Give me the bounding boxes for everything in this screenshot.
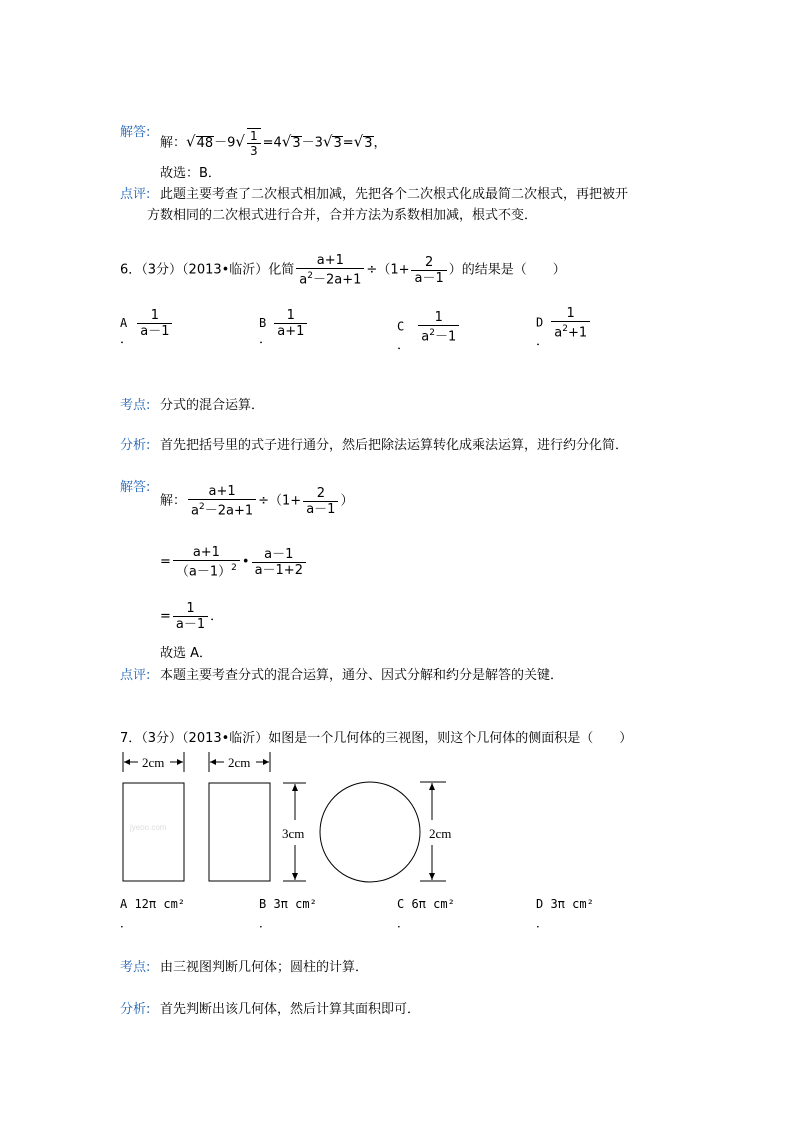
front-width-label: 2cm (142, 755, 165, 770)
q6-frac1-den: $a^2-2a+1$ (299, 271, 362, 288)
q7-option-b[interactable]: B 3π cm² ． (259, 897, 317, 930)
diameter-label: 2cm (429, 826, 452, 841)
q7-point-text: 由三视图判断几何体；圆柱的计算． (160, 960, 369, 975)
eq-part2: －3 (301, 135, 323, 151)
q6-analysis-label: 分析: (120, 438, 151, 453)
q6-answer-label: 解答: (120, 480, 151, 495)
q7-analysis-label: 分析: (120, 1002, 151, 1017)
comment-label: 点评: (120, 187, 151, 202)
sqrt-3b: 3 (333, 135, 342, 151)
eq-sign: = (342, 135, 354, 151)
prev-comment-line2: 方数相同的二次根式进行合并，合并方法为系数相加减，根式不变． (147, 208, 538, 223)
q6-suffix: ）的结果是（ ） (448, 262, 566, 278)
q6-divide: ÷ (366, 262, 378, 278)
side-view-rect (209, 783, 270, 881)
q6-solution-step2: = $\frac{a+1}{(a-1)^2}$ • $\frac{a-1}{a-1+2}$ (160, 545, 308, 579)
prev-solution-equation: 解：√48－9√ $\frac{1}{3}$ =4√3－3√3=√3， (160, 129, 387, 158)
sqrt-one-third (247, 128, 261, 158)
q6-frac1-num: a+1 (296, 253, 364, 269)
q6-analysis-text: 首先把括号里的式子进行通分，然后把除法运算转化成乘法运算，进行约分化简． (160, 438, 629, 453)
q6-stem (120, 253, 566, 287)
prev-comment-line1: 此题主要考查了二次根式相加减，先把各个二次根式化成最简二次根式，再把被开 (160, 187, 629, 202)
q6-option-a[interactable]: A $\frac{1}{a-1}$ ． (120, 308, 174, 339)
three-view-diagram (110, 750, 470, 900)
top-view-circle (320, 782, 420, 882)
q6-paren-open: （1+ (377, 262, 410, 278)
watermark: jyeoo.com (130, 823, 167, 832)
comma: ， (373, 135, 387, 151)
prev-choose: 故选：B． (160, 166, 221, 181)
q6-frac1 (296, 253, 364, 287)
q6-option-b[interactable]: B $\frac{1}{a+1}$ ． (259, 308, 309, 339)
q7-analysis-text: 首先判断出该几何体，然后计算其面积即可． (160, 1002, 421, 1017)
q6-point-text: 分式的混合运算． (160, 398, 265, 413)
side-width-label: 2cm (228, 755, 251, 770)
jie-text: 解： (160, 135, 187, 151)
front-view-rect (123, 783, 184, 881)
q6-point-label: 考点: (120, 398, 151, 413)
eq-part1: =4 (262, 135, 282, 151)
q6-frac2: $\frac{2}{a-1}$ (411, 255, 446, 286)
q7-option-d[interactable]: D 3π cm² ． (536, 897, 594, 930)
q6-option-c[interactable]: C $\frac{1}{a^2-1}$ ． (397, 310, 461, 344)
sqrt-3a: 3 (292, 135, 301, 151)
q6-prefix: 6．（3分）（2013•临沂）化简 (120, 262, 295, 278)
q6-option-d[interactable]: D $\frac{1}{a^2+1}$ ． (536, 306, 592, 340)
frac-den: 3 (249, 144, 258, 158)
sqrt-3c: 3 (364, 135, 373, 151)
q7-point-label: 考点: (120, 960, 151, 975)
answer-label: 解答: (120, 125, 151, 140)
frac-num: 1 (247, 129, 261, 144)
q7-option-c[interactable]: C 6π cm² ． (397, 897, 455, 930)
q7-option-a[interactable]: A 12π cm² ． (120, 897, 186, 930)
q7-stem: 7．（3分）（2013•临沂）如图是一个几何体的三视图，则这个几何体的侧面积是（ ） (120, 731, 633, 746)
q6-comment-text: 本题主要考查分式的混合运算，通分、因式分解和约分是解答的关键． (160, 668, 564, 683)
height-label: 3cm (282, 826, 305, 841)
q6-solution-step1: 解： $\frac{a+1}{a^2-2a+1}$ ÷（1+ $\frac{2}{a-1}$ ） (160, 484, 354, 519)
q6-comment-label: 点评: (120, 668, 151, 683)
q6-choose: 故选 A． (160, 646, 213, 661)
sqrt-48: 48 (196, 135, 214, 151)
minus-9: －9 (214, 135, 236, 151)
q6-solution-step3: = $\frac{1}{a-1}$ ． (160, 601, 224, 632)
